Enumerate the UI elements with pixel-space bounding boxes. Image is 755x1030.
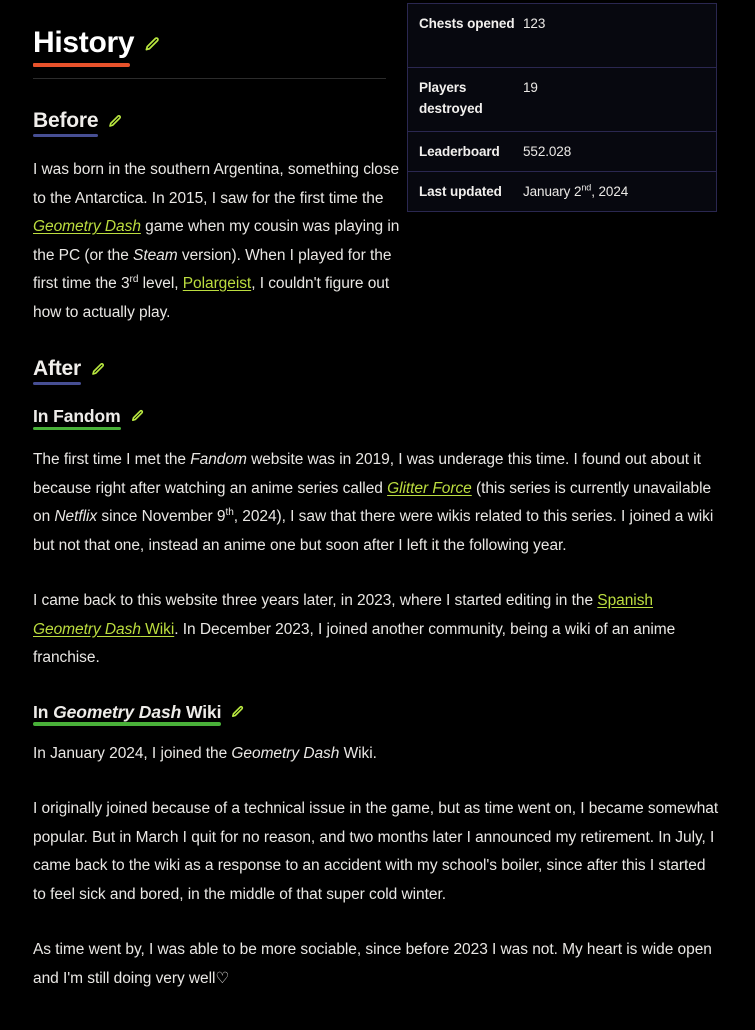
before-text-5: , I couldn't figure out how to actually play. (33, 275, 390, 321)
before-ordinal-rd: rd (129, 273, 139, 285)
paragraph-fandom-2 (33, 560, 721, 673)
section-in-fandom (33, 382, 721, 673)
pencil-icon[interactable] (90, 362, 105, 377)
fandom-ordinal-th: th (225, 506, 234, 518)
fandom2-text-1: I came back to this website three years later, in 2023, where I started editing in the (33, 592, 598, 609)
fandom-text-3: (this series is currently unavailable on (33, 479, 712, 525)
link-geometry-dash[interactable]: Geometry Dash (33, 218, 141, 235)
fandom-italic-fandom: Fandom (190, 451, 247, 468)
gd3-text: As time went by, I was able to be more sociable, since before 2023 I was not. My heart is wide open and I'm still doing very well (33, 941, 712, 987)
heading-gd-part1: In (33, 701, 54, 722)
after-marker-underline (33, 382, 81, 386)
fandom2-text-2: . In December 2023, I joined another community, being a wiki of an anime franchise. (33, 620, 676, 666)
fandom-text-5: , 2024), I saw that there were wikis related to this series. I joined a wiki but not that one, instead an anime one but soon after I left it the following year. (33, 508, 714, 554)
heading-after-row (33, 356, 721, 382)
section-history (33, 0, 721, 79)
fandom-italic-netflix: Netflix (54, 508, 98, 525)
before-marker-underline (33, 134, 98, 138)
heart-icon: ♡ (215, 969, 230, 987)
paragraph-gd-1 (33, 723, 721, 769)
before-italic-steam: Steam (133, 246, 178, 264)
heading-in-fandom-text: In Fandom (33, 406, 121, 426)
before-text-3: version). When I played for the first time the 3 (33, 246, 392, 292)
link-part-geometry-dash: Geometry Dash (33, 620, 141, 638)
infobox-label-leaderboard: Leaderboard (419, 144, 500, 159)
heading-in-fandom (33, 405, 121, 427)
gd1-italic: Geometry Dash (231, 744, 340, 762)
infobox-value-leaderboard: 552.028 (523, 144, 572, 159)
paragraph-gd-2: I originally joined because of a technical issue in the game, but as time went on, I became somewhat popular. But in March I quit for no reason, and two months later I announced my retirement. In July, I came back to the wiki as a response to an accident with my school's boiler, since after this I started to feel sick and bored, in the middle of that super cold winter. (33, 800, 719, 903)
heading-before-row (33, 108, 721, 134)
paragraph-before (33, 134, 403, 327)
paragraph-gd-3 (33, 909, 721, 993)
infobox-label-players-destroyed: Players destroyed (419, 80, 483, 116)
section-before (33, 79, 721, 327)
link-glitter-force[interactable]: Glitter Force (387, 479, 472, 497)
paragraph-fandom-1 (33, 427, 721, 560)
fandom-text-1: The first time I met the (33, 451, 191, 468)
last-updated-ordinal: nd (581, 182, 592, 193)
article-body (33, 0, 721, 993)
link-part-spanish: Spanish (597, 592, 653, 609)
heading-gd-italic: Geometry Dash (53, 701, 182, 722)
gd1-text-1: In January 2024, I joined the (33, 744, 232, 762)
link-polargeist[interactable]: Polargeist (182, 275, 252, 292)
heading-history-row (33, 26, 721, 62)
section-in-geometry-dash-wiki (33, 673, 721, 994)
pencil-icon[interactable] (230, 705, 244, 719)
heading-gd-part2: Wiki (181, 701, 222, 722)
pencil-icon[interactable] (107, 114, 122, 129)
before-text-4: level, (138, 275, 183, 292)
pencil-icon[interactable] (143, 36, 160, 53)
fandom-text-2: website was in 2019, I was underage this time. I found out about it because right after watching an anime series called (33, 451, 701, 497)
heading-in-gd-wiki-row (33, 701, 721, 723)
heading-before-text: Before (33, 109, 99, 132)
heading-in-gd-wiki (33, 701, 221, 723)
page-title-text: History (33, 26, 135, 59)
last-updated-date: January 2 (523, 184, 582, 199)
infobox-label-chests-opened: Chests opened (419, 16, 515, 31)
in-fandom-marker-underline (33, 427, 121, 431)
link-part-wiki: Wiki (140, 620, 175, 638)
heading-after (33, 356, 81, 382)
before-text-2: game when my cousin was playing in the PC (or the (33, 218, 400, 264)
fandom-text-4: since November 9 (97, 508, 226, 525)
heading-in-fandom-row (33, 405, 721, 427)
before-text-1: I was born in the southern Argentina, something close to the Antarctica. In 2015, I saw for the first time the (33, 161, 400, 207)
pencil-icon[interactable] (130, 409, 144, 423)
last-updated-year: , 2024 (591, 184, 629, 199)
infobox-value-players-destroyed: 19 (523, 80, 538, 95)
heading-after-text: After (33, 357, 82, 380)
infobox-value-chests-opened: 123 (523, 16, 546, 31)
gd-wiki-marker-underline (33, 722, 221, 726)
heading-before (33, 108, 98, 134)
infobox-label-last-updated: Last updated (419, 184, 502, 199)
gd1-text-2: Wiki. (339, 744, 377, 762)
page-title (33, 26, 134, 62)
section-after (33, 327, 721, 382)
history-marker-underline (33, 63, 130, 67)
